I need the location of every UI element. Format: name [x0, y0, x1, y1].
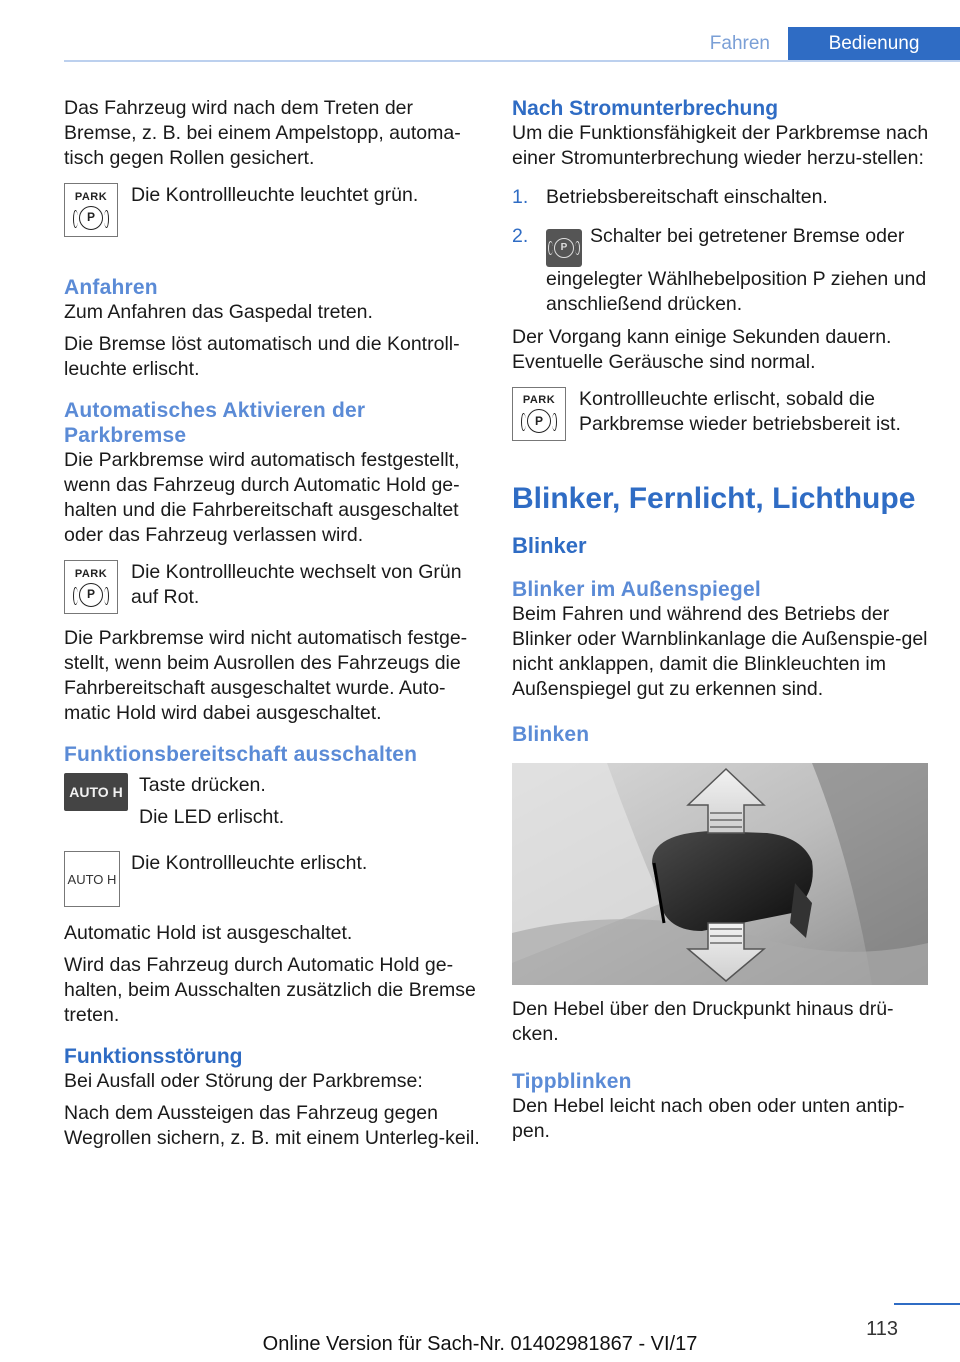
paragraph-tippblinken: Den Hebel leicht nach oben oder unten antip‐pen. — [512, 1094, 905, 1142]
park-indicator-icon: PARK P — [512, 387, 566, 441]
heading-blinker-fernlicht: Blinker, Fernlicht, Lichthupe — [512, 481, 916, 515]
header-tabs — [692, 27, 960, 61]
heading-anfahren: Anfahren — [64, 276, 158, 299]
list-item: 2. P Schalter bei getretener Bremse oder eingelegter Wählhebelposition P ziehen und anschließend drücken. — [512, 225, 927, 315]
paragraph-automatisch-2: Die Parkbremse wird nicht automatisch festge‐stellt, wenn beim Ausrollen des Fahrzeugs die Fahrbereitschaft ausgeschaltet wurde. Auto‐matic Hold wird dabei ausgeschaltet. — [64, 627, 468, 724]
tab-fahren[interactable]: Fahren — [692, 27, 788, 61]
paragraph-automatisch-1: Die Parkbremse wird automatisch festgestellt, wenn das Fahrzeug durch Automatic Hold ge‐halten und die Fahrbereitschaft ausgeschaltet oder das Fahrzeug verlassen wird. — [64, 449, 460, 546]
steps-list — [512, 185, 930, 317]
indicator-text: Die Kontrollleuchte leuchtet grün. — [131, 184, 419, 206]
paragraph-blinken: Den Hebel über den Druckpunkt hinaus drü‐cken. — [512, 997, 894, 1045]
left-column — [64, 96, 482, 1158]
heading-aussenspiegel: Blinker im Außenspiegel — [512, 577, 761, 601]
indicator-text: Die Kontrollleuchte wechselt von Grün auf Rot. — [131, 561, 462, 608]
page-number: 113 — [866, 1318, 898, 1340]
park-indicator-icon: PARK P — [64, 560, 118, 614]
paragraph-intro: Das Fahrzeug wird nach dem Treten der Bremse, z. B. bei einem Ampelstopp, automa‐tisch gegen Rollen gesichert. — [64, 97, 461, 169]
paragraph-funk-1: Automatic Hold ist ausgeschaltet. — [64, 922, 353, 944]
step-taste-druecken: Taste drücken. — [139, 774, 266, 796]
indicator-text: Kontrollleuchte erlischt, sobald die Parkbremse wieder betriebsbereit ist. — [579, 387, 901, 435]
park-indicator-icon: PARK P — [64, 183, 118, 237]
autoh-indicator-row — [64, 851, 482, 907]
paragraph-stoerung-1: Bei Ausfall oder Störung der Parkbremse: — [64, 1070, 423, 1092]
indicator-text: Die Kontrollleuchte erlischt. — [131, 852, 368, 874]
footer-online-version: Online Version für Sach-Nr. 01402981867 - VI/17 — [262, 1333, 698, 1355]
indicator-row-green — [64, 183, 482, 237]
autoh-button-row — [64, 773, 482, 837]
paragraph-anfahren-2: Die Bremse löst automatisch und die Kontroll‐leuchte erlischt. — [64, 333, 460, 380]
indicator-row-off — [512, 387, 930, 441]
heading-blinken: Blinken — [512, 722, 590, 746]
step-led-erlischt: Die LED erlischt. — [139, 806, 285, 828]
auto-h-indicator-icon: AUTO H — [64, 851, 120, 907]
tab-bedienung[interactable]: Bedienung — [788, 27, 960, 61]
paragraph-stromunterbrechung: Um die Funktionsfähigkeit der Parkbremse nach einer Stromunterbrechung wieder herzu‐stellen: — [512, 122, 929, 169]
indicator-row-red — [64, 560, 482, 614]
paragraph-funk-2: Wird das Fahrzeug durch Automatic Hold ge‐halten, beim Ausschalten zusätzlich die Bremse treten. — [64, 954, 476, 1026]
footer-rule — [894, 1303, 960, 1305]
heading-stromunterbrechung: Nach Stromunterbrechung — [512, 97, 779, 120]
paragraph-vorgang: Der Vorgang kann einige Sekunden dauern. Eventuelle Geräusche sind normal. — [512, 325, 892, 373]
paragraph-aussenspiegel: Beim Fahren und während des Betriebs der Blinker oder Warnblinkanlage die Außenspie‐gel nicht anklappen, damit die Blinkleuchten im Außenspiegel gut zu erkennen sind. — [512, 602, 928, 700]
header-rule — [64, 60, 960, 62]
heading-blinker: Blinker — [512, 532, 587, 558]
heading-funktionsstoerung: Funktionsstörung — [64, 1045, 243, 1068]
paragraph-stoerung-2: Nach dem Aussteigen das Fahrzeug gegen Wegrollen sichern, z. B. mit einem Unterleg‐keil. — [64, 1102, 480, 1149]
list-item: 1. Betriebsbereitschaft einschalten. — [512, 186, 828, 208]
right-column — [512, 96, 930, 1151]
heading-tippblinken: Tippblinken — [512, 1069, 632, 1093]
heading-funktionsbereitschaft: Funktionsbereitschaft ausschalten — [64, 743, 418, 766]
auto-h-button-icon: AUTO H — [64, 773, 128, 811]
blinker-lever-illustration — [512, 763, 928, 985]
parking-brake-switch-icon: P — [546, 229, 582, 267]
heading-automatisch: Automatisches Aktivieren der Parkbremse — [64, 399, 366, 447]
paragraph-anfahren-1: Zum Anfahren das Gaspedal treten. — [64, 301, 373, 323]
